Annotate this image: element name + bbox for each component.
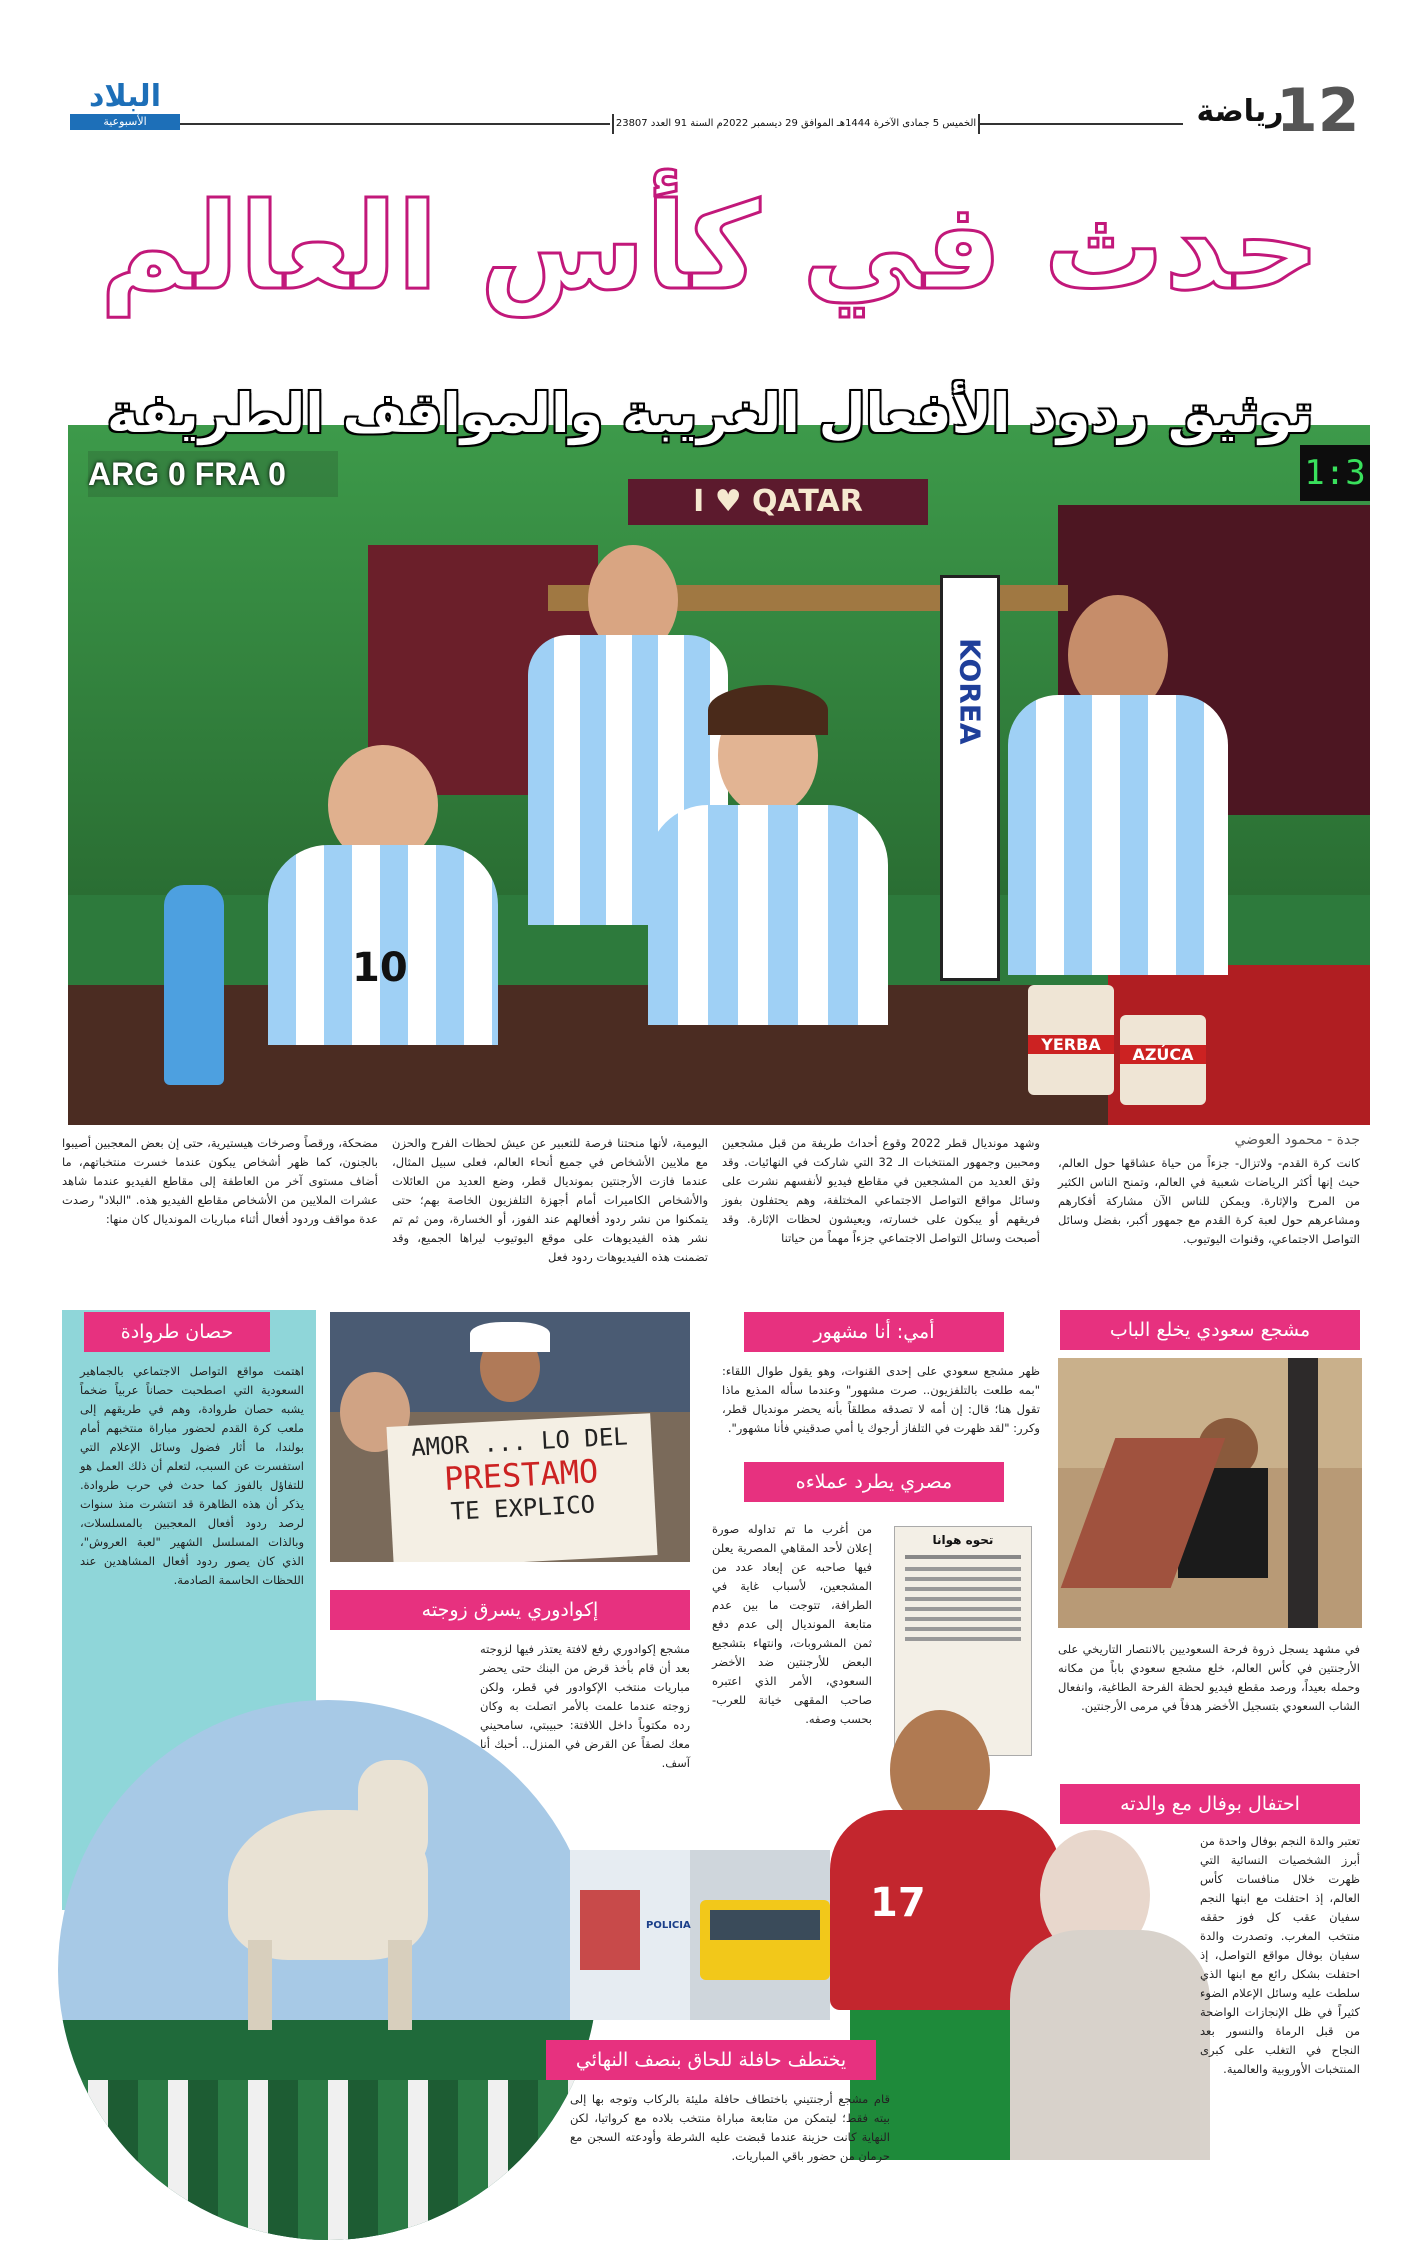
korea-scarf (940, 575, 1000, 981)
story-body-bus: قام مشجع أرجنتيني باختطاف حافلة مليئة بالركاب وتوجه بها إلى بيته فقط؛ ليتمكن من متابعة مباراة منتخب بلاده مع كرواتيا، لكن النهاية كانت حزينة عندما قبضت عليه الشرطة وأودعته السجن مع حرمان من حضور باقي المباريات. (570, 2092, 890, 2163)
intro-column-4: مضحكة، ورقصاً وصرخات هيستيرية، حتى إن بعض المعجبين أصيبوا بالجنون، كما ظهر أشخاص يبكون عندما خسرت منتخباتهم، ما أضاف مستوى آخر من العاطفة إلى مقاطع الفيديو عندما شاهد عشرات الملايين من الأشخاص مقاطع الفيديو هذه. "البلاد" رصدت عدة مواقف وردود أفعال أثناء مباريات المونديال كان منها: (62, 1136, 378, 1226)
story-body-mom-famous: ظهر مشجع سعودي على إحدى القنوات، وهو يقول طوال اللقاء: "بمه طلعت بالتلفزيون.. صرت مشهور" وعندما سأله المذيع ماذا تقول هنا؛ قال: إن أمه لا تصدقه مطلقاً بأنه يحضر مونديال قطر، وكرر: "لقد ظهرت في التلفاز أرجوك يا أمي صدقيني فأنا مشهور". (722, 1364, 1040, 1435)
intro-column-1: كانت كرة القدم- ولاتزال- جزءاً من حياة عشاقها حول العالم، حيث إنها أكثر الرياضات شعبية في العالم، وتمنح الناس الكثير من المرح والإثارة. ويمكن للناس الآن مشاركة أفكارهم ومشاعرهم حول لعبة كرة القدم مع جمهور أكبر، بفضل وسائل التواصل الاجتماعي، وقنوات اليوتيوب. (1058, 1156, 1360, 1246)
intro-column-3: اليومية، لأنها منحتنا فرصة للتعبير عن عيش لحظات الفرح والحزن مع ملايين الأشخاص في جميع أنحاء العالم، فعلى سبيل المثال، عندما فازت الأرجنتين بمونديال قطر، وضع العديد من العائلات والأشخاص الكاميرات أمام أجهزة التلفزيون الخاصة بهم؛ حتى يتمكنوا من نشر ردود أفعالهم عند الفوز، أو الخسارة، ومن ثم تم نشر هذه الفيديوهات على موقع اليوتيوب ليراها الجميع، وقد تضمنت هذه الفيديوهات ردود فعل (392, 1136, 708, 1264)
hero-photo (68, 425, 1370, 1125)
story-body-egyptian-cafe: من أغرب ما تم تداوله صورة إعلان لأحد المقاهي المصرية يعلن فيها صاحبه عن إبعاد عدد من المشجعين، لأسباب غاية في الطرافة، تتوجت ما بين عدم متابعة المونديال إلى عدم دفع ثمن المشروبات، وانتهاء بتشجيع البعض للأرجنتين ضد الأخضر السعودي، الأمر الذي اعتبره صاحب المقهى خيانة للعرب- بحسب وصفه. (712, 1522, 872, 1726)
page-number: 12 (1276, 76, 1360, 146)
photo-bus (570, 1850, 830, 2020)
story-body-horse: اهتمت مواقع التواصل الاجتماعي بالجماهير السعودية التي اصطحبت حصاناً عربياً ضخماً يشبه حصان طروادة، وهم في طريقهم إلى ملعب كرة القدم لحضور مباراة منتخبهم أمام بولندا، ما أثار فضول وسائل الإعلام التي استفسرت عن السبب، لتعلم أن ذلك العمل هو للتفاؤل بالفوز كما حدث في حرب طروادة. يذكر أن هذه الظاهرة قد انتشرت منذ سنوات لرصد ردود أفعال المعجبين بالمسلسلات، وبالذات المسلسل الشهير "لعبة العروش"، الذي كان يصور ردود أفعال المشاهدين عند اللحظات الحاسمة الصادمة. (80, 1364, 304, 1587)
newspaper-logo (70, 80, 180, 132)
clock-display: 1:3 (1300, 445, 1370, 501)
jar-label-azucar: AZÚCA (1120, 1045, 1206, 1064)
story-title-horse: حصان طروادة (84, 1312, 270, 1352)
sub-headline: توثيق ردود الأفعال الغريبة والمواقف الطريفة (106, 382, 1314, 445)
story-title-boufal: احتفال بوفال مع والدته (1060, 1784, 1360, 1824)
main-headline: حدث في كأس العالم (99, 178, 1321, 317)
shirt-number: 10 (352, 945, 408, 991)
story-title-bus: يختطف حافلة للحاق بنصف النهائي (546, 2040, 876, 2080)
score-overlay: ARG 0 FRA 0 (88, 451, 338, 497)
intro-byline: جدة - محمود العوضي (1234, 1132, 1360, 1148)
intro-column-2: وشهد مونديال قطر 2022 وقوع أحداث طريفة من قبل مشجعين ومحبين وجمهور المنتخبات الـ 32 التي شاركت في النهائيات. وقد وثق العديد من المشجعين في مقاطع فيديو لأنفسهم نشرت على وسائل مواقع التواصل الاجتماعي المختلفة، وهم يحتفلون بفوز فريقهم أو يبكون على خسارته، ويعيشون لحظات الإثارة. وقد أصبحت وسائل التواصل الاجتماعي جزءاً مهماً من حياتنا (722, 1136, 1041, 1245)
sign-line-3: TE EXPLICO (450, 1490, 596, 1526)
sign-line-1: AMOR ... LO DEL (410, 1422, 629, 1462)
sign-line-2: PRESTAMO (443, 1452, 600, 1499)
logo-bottom: الأسبوعية (70, 114, 180, 130)
scarf-text: KOREA (953, 638, 987, 745)
story-title-egyptian-cafe: مصري يطرد عملاءه (744, 1462, 1004, 1502)
story-body-boufal: تعتبر والدة النجم بوفال واحدة من أبرز الشخصيات النسائية التي ظهرت خلال منافسات كأس العالم، إذ احتفلت مع ابنها النجم سفيان عقب كل فوز حققه منتخب المغرب. وتصدرت والدة سفيان بوفال مواقع التواصل، إذ احتفلت بشكل رائع مع ابنها الذي سلطت عليه وسائل الإعلام الضوء كثيراً في ظل الإنجازات الواضحة من قبل الرماة والنسور بعد النجاح في التغلب على كبرى المنتخبات الأوروبية والعالمية. (1200, 1834, 1360, 2076)
story-title-saudi-door: مشجع سعودي يخلع الباب (1060, 1310, 1360, 1350)
header-rule-right (978, 123, 1183, 125)
section-name: رياضة (1196, 94, 1284, 129)
photo-ecuador-sign (330, 1312, 690, 1562)
qatar-banner: I ♥ QATAR (628, 479, 928, 525)
fan-boy (648, 695, 888, 1025)
jar-yerba (1028, 985, 1114, 1095)
dateline: الخميس 5 جمادى الآخرة 1444هـ الموافق 29 ديسمبر 2022م السنة 91 العدد 23807 (612, 114, 980, 134)
photo-saudi-door (1058, 1358, 1362, 1628)
notice-title: تحوه هوانا (932, 1533, 994, 1547)
ecuador-sign (386, 1413, 657, 1562)
photo-horse-crowd (58, 1700, 598, 2240)
player-number: 17 (870, 1880, 926, 1926)
police-sign: POLICIA (646, 1920, 691, 1931)
jar-label-yerba: YERBA (1028, 1035, 1114, 1054)
story-title-ecuador: إكوادوري يسرق زوجته (330, 1590, 690, 1630)
logo-top: البلاد (89, 79, 161, 114)
header-rule-left (180, 123, 610, 125)
story-title-mom-famous: أمي: أنا مشهور (744, 1312, 1004, 1352)
jar-azucar (1120, 1015, 1206, 1105)
story-body-saudi-door: في مشهد يسجل ذروة فرحة السعوديين بالانتصار التاريخي على الأرجنتين في كأس العالم، خلع مشجع سعودي باباً من مكانه وحمله بعيداً، ورصد مقطع فيديو لحظة الفرحة الطاغية، وانفعال الشاب السعودي بتسجيل الأخضر هدفاً في مرمى الأرجنتين. (1058, 1642, 1360, 1713)
page-header (60, 76, 1360, 150)
blue-vase (164, 885, 224, 1085)
fan-man-right (1008, 595, 1228, 975)
story-body-ecuador: مشجع إكوادوري رفع لافتة يعتذر فيها لزوجته بعد أن قام بأخذ قرض من البنك حتى يحضر مباريات منتخب الإكوادور في قطر، ولكن زوجته عندما علمت بالأمر اتصلت به وكان رده مكتوباً داخل اللافتة: حبيبتي، سامحيني معك لصقاً عن القرض في المنزل.. أحبك أنا آسف. (480, 1642, 690, 1770)
fan-girl (268, 745, 498, 1045)
